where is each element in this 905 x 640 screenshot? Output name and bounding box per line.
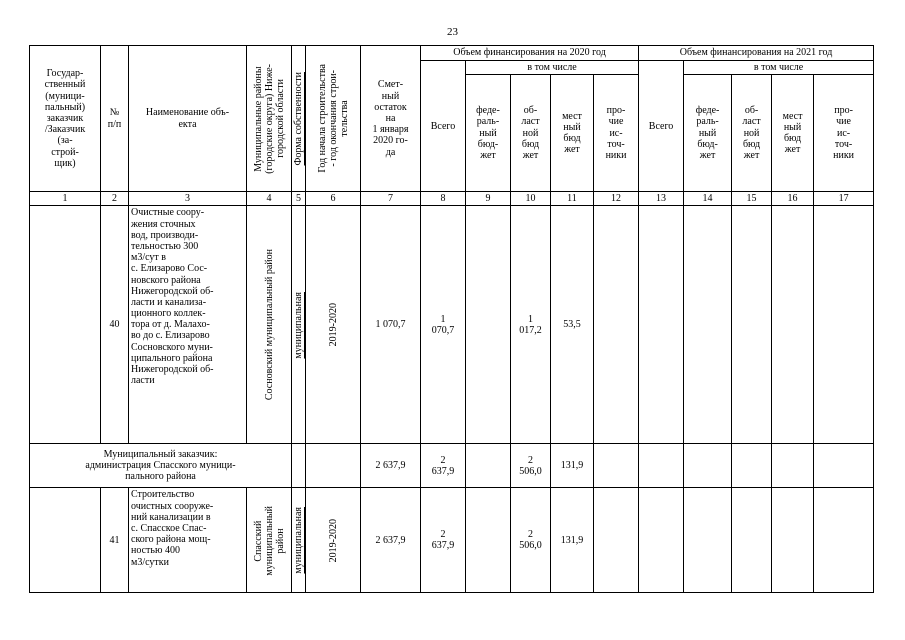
col-number: 16 xyxy=(772,192,814,206)
regional-2020-value: 1 017,2 xyxy=(511,206,551,444)
col-number: 3 xyxy=(129,192,247,206)
local-2020-value: 131,9 xyxy=(551,488,594,593)
federal-2021-value xyxy=(684,206,732,444)
regional-2020-value: 2 506,0 xyxy=(511,444,551,488)
total-2020-value: 1 070,7 xyxy=(421,206,466,444)
row-number: 40 xyxy=(101,206,129,444)
col-number: 12 xyxy=(594,192,639,206)
federal-2020-value xyxy=(466,444,511,488)
header-local-2020: мест ный бюд жет xyxy=(551,75,594,192)
column-numbers-row xyxy=(30,192,874,206)
col-number: 6 xyxy=(306,192,361,206)
federal-2021-value xyxy=(684,444,732,488)
col-number: 2 xyxy=(101,192,129,206)
remainder-value: 2 637,9 xyxy=(361,488,421,593)
total-2021-value xyxy=(639,444,684,488)
col-number: 14 xyxy=(684,192,732,206)
local-2021-value xyxy=(772,444,814,488)
customer-group-row xyxy=(30,444,874,488)
header-other-2021: про- чие ис- точ- ники xyxy=(814,75,874,192)
header-incl-2021: в том числе xyxy=(684,61,874,75)
col-number: 5 xyxy=(292,192,306,206)
object-name: Очистные соору- жения сточных вод, производи- тельностью 300 м3/сут в с. Елизарово Сос- новского района Нижегородской об- ласти и канализа- ционного коллек- тора от д. Малахо- во до с. Елизарово Сосновского муни- ципального района Нижегородской об- ласти xyxy=(129,206,247,444)
col-number: 15 xyxy=(732,192,772,206)
other-2021-value xyxy=(814,206,874,444)
years-cell: 2019-2020 xyxy=(306,206,361,444)
customer-cell xyxy=(30,206,101,444)
remainder-value: 2 637,9 xyxy=(361,444,421,488)
header-ownership: Форма собственности xyxy=(292,46,306,192)
regional-2020-value: 2 506,0 xyxy=(511,488,551,593)
col-number: 8 xyxy=(421,192,466,206)
other-2021-value xyxy=(814,444,874,488)
total-2020-value: 2 637,9 xyxy=(421,444,466,488)
header-local-2021: мест ный бюд жет xyxy=(772,75,814,192)
other-2020-value xyxy=(594,488,639,593)
federal-2021-value xyxy=(684,488,732,593)
col-number: 7 xyxy=(361,192,421,206)
col-number: 4 xyxy=(247,192,292,206)
header-federal-2021: феде- раль- ный бюд- жет xyxy=(684,75,732,192)
total-2021-value xyxy=(639,488,684,593)
ownership-cell xyxy=(292,444,306,488)
local-2021-value xyxy=(772,488,814,593)
col-number: 17 xyxy=(814,192,874,206)
customer-cell xyxy=(30,488,101,593)
col-number: 13 xyxy=(639,192,684,206)
page-number: 23 xyxy=(447,26,458,38)
header-total-2021: Всего xyxy=(639,61,684,192)
header-regional-2021: об- ласт ной бюд жет xyxy=(732,75,772,192)
col-number: 9 xyxy=(466,192,511,206)
federal-2020-value xyxy=(466,206,511,444)
local-2020-value: 53,5 xyxy=(551,206,594,444)
header-incl-2020: в том числе xyxy=(466,61,639,75)
other-2020-value xyxy=(594,206,639,444)
col-number: 10 xyxy=(511,192,551,206)
header-financing-2020: Объем финансирования на 2020 год xyxy=(421,46,639,61)
financing-table xyxy=(29,45,874,593)
header-federal-2020: феде- раль- ный бюд- жет xyxy=(466,75,511,192)
district-cell: Спасский муниципальный район xyxy=(247,488,292,593)
col-number: 1 xyxy=(30,192,101,206)
header-regional-2020: об- ласт ной бюд жет xyxy=(511,75,551,192)
regional-2021-value xyxy=(732,444,772,488)
col-number: 11 xyxy=(551,192,594,206)
remainder-value: 1 070,7 xyxy=(361,206,421,444)
district-cell: Сосновский муниципальный район xyxy=(247,206,292,444)
header-total-2020: Всего xyxy=(421,61,466,192)
table-row xyxy=(30,488,874,593)
header-other-2020: про- чие ис- точ- ники xyxy=(594,75,639,192)
other-2021-value xyxy=(814,488,874,593)
local-2021-value xyxy=(772,206,814,444)
ownership-cell: муниципальная xyxy=(292,488,306,593)
header-financing-2021: Объем финансирования на 2021 год xyxy=(639,46,874,61)
header-customer: Государ- ственный (муници- пальный) заказчик /Заказчик (за- строй- щик) xyxy=(30,46,101,192)
years-cell xyxy=(306,444,361,488)
customer-group-label: Муниципальный заказчик: администрация Спасского муници- пального района xyxy=(30,444,292,488)
header-estimated-remainder: Смет- ный остаток на 1 января 2020 го- да xyxy=(361,46,421,192)
object-name: Строительство очистных сооруже- ний канализации в с. Спасское Спас- ского района мощ- ностью 400 м3/сутки xyxy=(129,488,247,593)
header-object-name: Наименование объ- екта xyxy=(129,46,247,192)
regional-2021-value xyxy=(732,488,772,593)
row-number: 41 xyxy=(101,488,129,593)
local-2020-value: 131,9 xyxy=(551,444,594,488)
total-2020-value: 2 637,9 xyxy=(421,488,466,593)
other-2020-value xyxy=(594,444,639,488)
regional-2021-value xyxy=(732,206,772,444)
ownership-cell: муниципальная xyxy=(292,206,306,444)
total-2021-value xyxy=(639,206,684,444)
years-cell: 2019-2020 xyxy=(306,488,361,593)
table-row xyxy=(30,206,874,444)
header-years: Год начала строительства - год окончания строи- тельства xyxy=(306,46,361,192)
header-districts: Муниципальные районы (городские округа) Ниже- городской области xyxy=(247,46,292,192)
header-number: № п/п xyxy=(101,46,129,192)
federal-2020-value xyxy=(466,488,511,593)
